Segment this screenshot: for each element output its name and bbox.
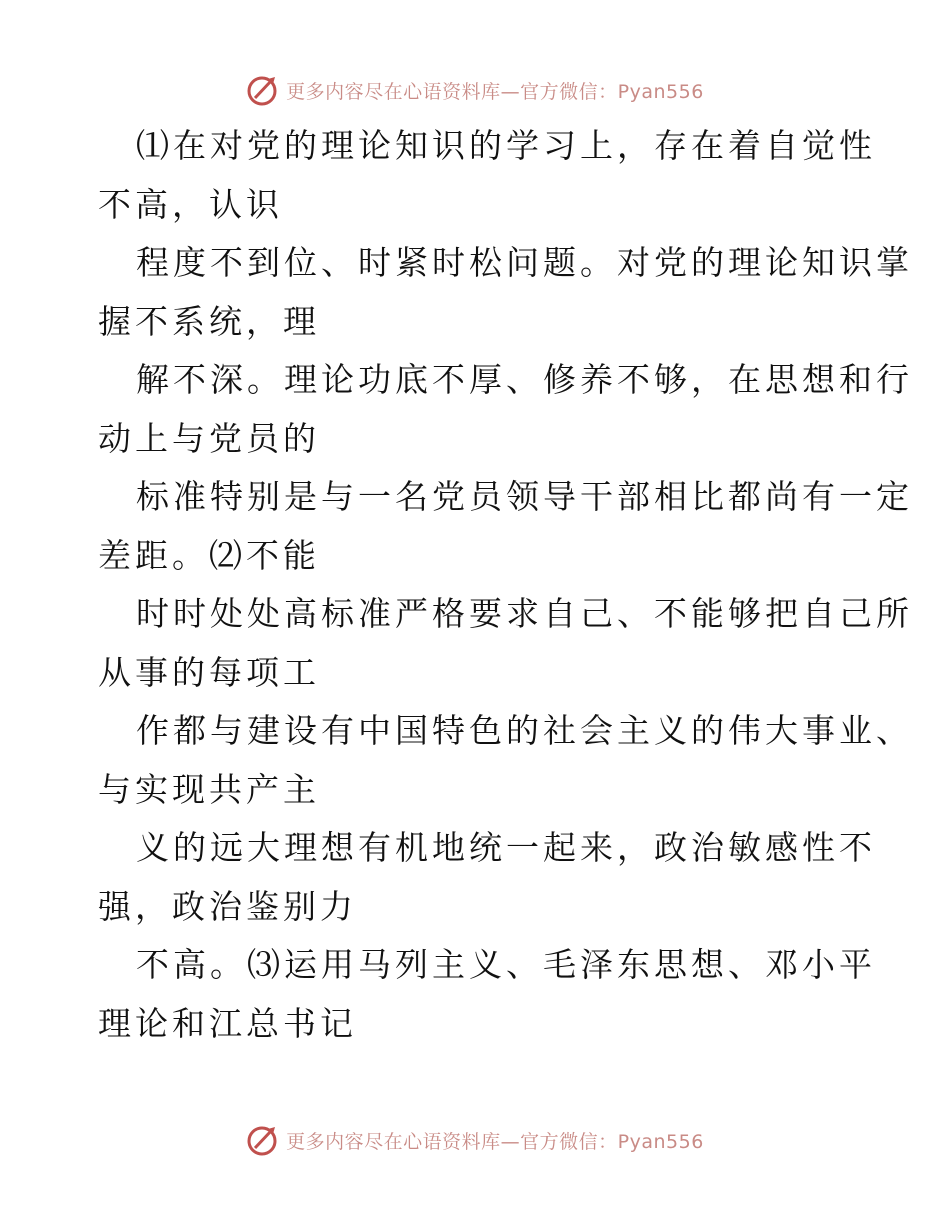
text-line: 握不系统，理	[98, 301, 320, 341]
text-line: 义的远大理想有机地统一起来，政治敏感性不	[136, 828, 876, 867]
text-line: ⑴在对党的理论知识的学习上，存在着自觉性	[136, 126, 876, 165]
text-line: 程度不到位、时紧时松问题。对党的理论知识掌	[136, 243, 913, 282]
footer-watermark	[0, 1120, 950, 1160]
text-line: 标准特别是与一名党员领导干部相比都尚有一定	[136, 477, 913, 516]
text-line: 时时处处高标准严格要求自己、不能够把自己所	[136, 594, 913, 633]
text-line: 与实现共产主	[98, 769, 320, 809]
watermark-text: 更多内容尽在心语资料库—官方微信：Pyan556	[286, 80, 704, 103]
pen-logo-icon	[246, 1123, 280, 1157]
text-line: 差距。⑵不能	[98, 535, 320, 575]
text-line: 强，政治鉴别力	[98, 886, 357, 926]
text-line: 理论和江总书记	[98, 1003, 357, 1043]
text-line: 不高。⑶运用马列主义、毛泽东思想、邓小平	[136, 945, 876, 984]
text-line: 从事的每项工	[98, 652, 320, 692]
text-line: 作都与建设有中国特色的社会主义的伟大事业、	[136, 711, 913, 750]
header-watermark	[0, 70, 950, 110]
pen-logo-icon	[246, 73, 280, 107]
text-line: 动上与党员的	[98, 418, 320, 458]
text-line: 不高，认识	[98, 184, 283, 224]
text-line: 解不深。理论功底不厚、修养不够，在思想和行	[136, 360, 913, 399]
document-body	[98, 117, 913, 1053]
watermark-text: 更多内容尽在心语资料库—官方微信：Pyan556	[286, 1130, 704, 1153]
